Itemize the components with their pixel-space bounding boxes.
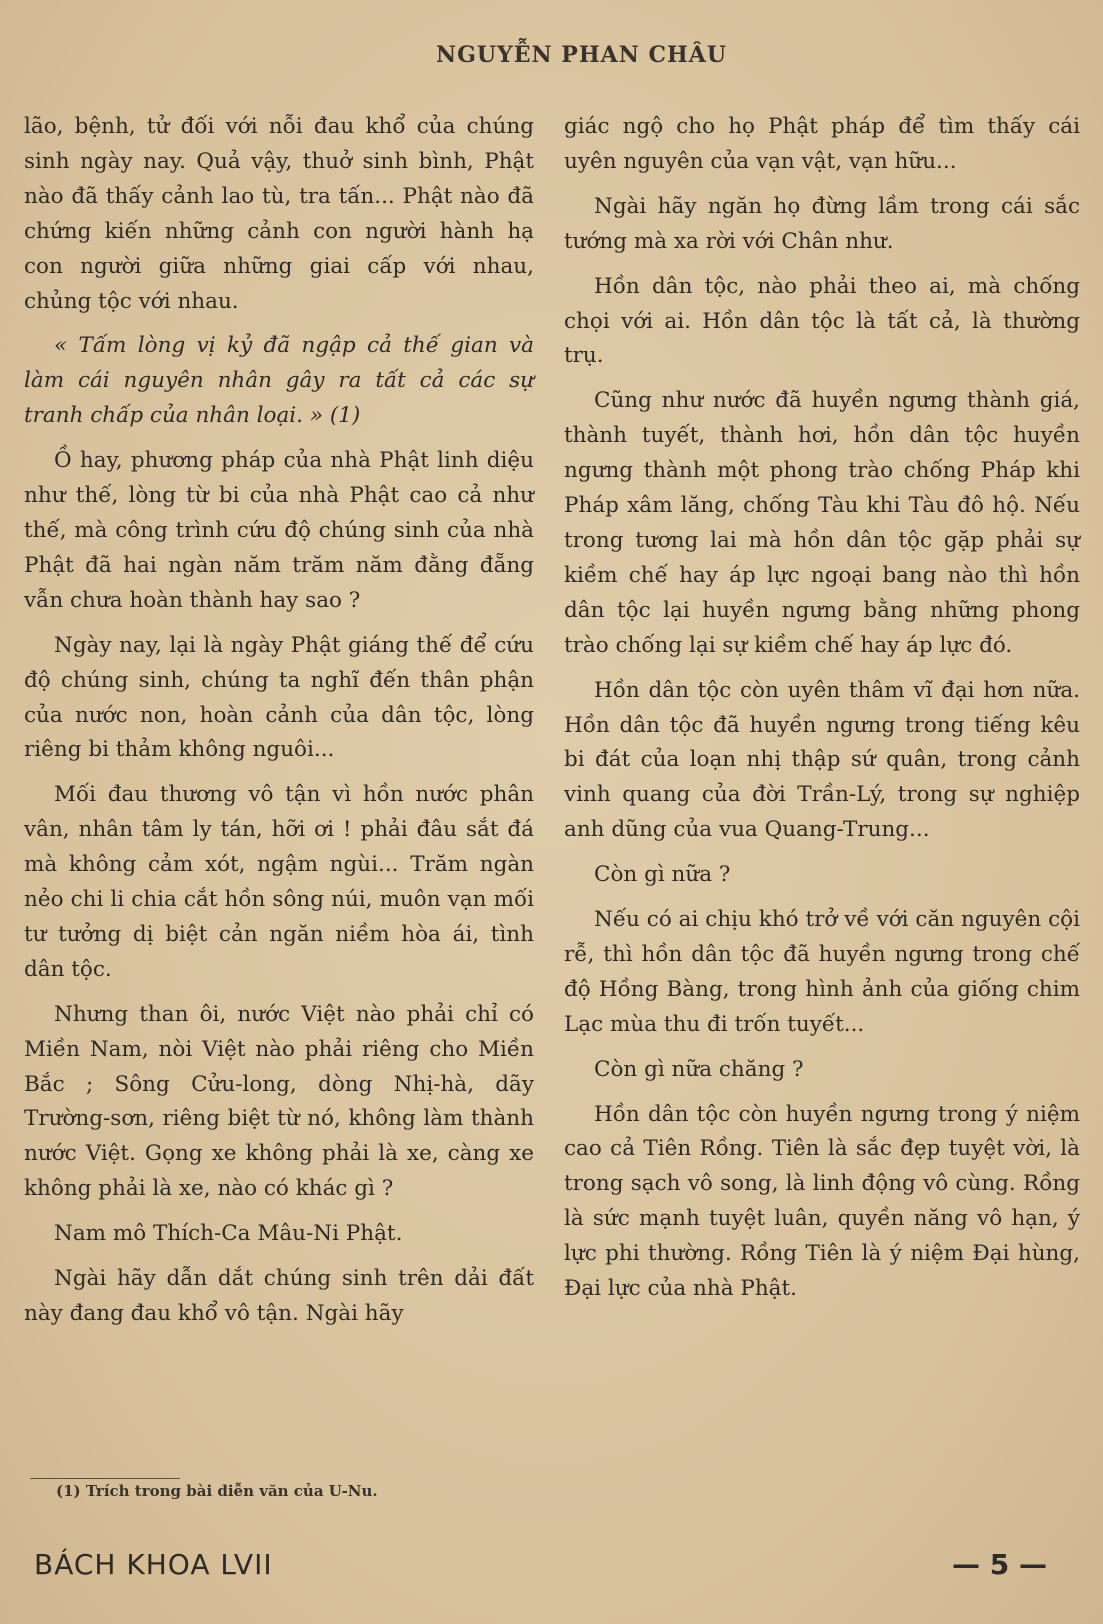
paragraph: Cũng như nước đã huyền ngưng thành giá, thành tuyết, thành hơi, hồn dân tộc huyền ngưng thành một phong trào chống Pháp khi Pháp xâm lăng, chống Tàu khi Tàu đô hộ. Nếu trong tương lai mà hồn dân tộc gặp phải sự kiềm chế hay áp lực ngoại bang nào thì hồn dân tộc lại huyền ngưng bằng những phong trào chống lại sự kiềm chế hay áp lực đó.: [564, 388, 1080, 658]
paragraph: Nam mô Thích-Ca Mâu-Ni Phật.: [54, 1221, 403, 1247]
paragraph: Còn gì nữa ?: [594, 862, 731, 888]
page-number: — 5 —: [952, 1548, 1047, 1581]
footnote-divider: [30, 1478, 180, 1479]
paragraph: Ngài hãy dẫn dắt chúng sinh trên dải đất này đang đau khổ vô tận. Ngài hãy: [24, 1266, 534, 1326]
running-header-author: NGUYỄN PHAN CHÂU: [435, 42, 728, 68]
paragraph: Nếu có ai chịu khó trở về với căn nguyên cội rễ, thì hồn dân tộc đã huyền ngưng trong chế độ Hồng Bàng, trong hình ảnh của giống chim Lạc mùa thu đi trốn tuyết...: [564, 907, 1080, 1037]
publication-name: BÁCH KHOA LVII: [34, 1548, 273, 1581]
paragraph: Còn gì nữa chăng ?: [594, 1056, 804, 1082]
paragraph: Ngài hãy ngăn họ đừng lầm trong cái sắc tướng mà xa rời với Chân như.: [564, 193, 1080, 254]
right-column: [564, 110, 1080, 1317]
paragraph: Ồ hay, phương pháp của nhà Phật linh diệu như thế, lòng từ bi của nhà Phật cao cả như thế, mà công trình cứu độ chúng sinh của nhà Phật đã hai ngàn năm trăm năm đằng đẵng vẫn chưa hoàn thành hay sao ?: [24, 448, 534, 613]
paragraph: lão, bệnh, tử đối với nỗi đau khổ của chúng sinh ngày nay. Quả vậy, thuở sinh bình, Phật nào đã thấy cảnh lao tù, tra tấn... Phật nào đã chứng kiến những cảnh con người hành hạ con người giữa những giai cấp với nhau, chủng tộc với nhau.: [24, 114, 534, 314]
footnote: (1) Trích trong bài diễn văn của U-Nu.: [56, 1482, 378, 1500]
paragraph: Hồn dân tộc, nào phải theo ai, mà chống chọi với ai. Hồn dân tộc là tất cả, là thường trụ.: [564, 273, 1080, 369]
paragraph: Hồn dân tộc còn huyền ngưng trong ý niệm cao cả Tiên Rồng. Tiên là sắc đẹp tuyệt vời, là trong sạch vô song, là linh động vô cùng. Rồng là sức mạnh tuyệt luân, quyền năng vô hạn, ý lực phi thường. Rồng Tiên là ý niệm Đại hùng, Đại lực của nhà Phật.: [564, 1101, 1080, 1302]
paragraph: Ngày nay, lại là ngày Phật giáng thế để cứu độ chúng sinh, chúng ta nghĩ đến thân phận của nước non, hoàn cảnh của dân tộc, lòng riêng bi thảm không nguôi...: [24, 632, 534, 763]
quoted-paragraph: « Tấm lòng vị kỷ đã ngập cả thế gian và làm cái nguyên nhân gây ra tất cả các sự tranh chấp của nhân loại. » (1): [24, 333, 534, 429]
paragraph: Mối đau thương vô tận vì hồn nước phân vân, nhân tâm ly tán, hỡi ơi ! phải đâu sắt đá mà không cảm xót, ngậm ngùi... Trăm ngàn nẻo chi li chia cắt hồn sông núi, muôn vạn mối tư tưởng dị biệt cản ngăn niềm hòa ái, tình dân tộc.: [24, 782, 534, 982]
paragraph: giác ngộ cho họ Phật pháp để tìm thấy cái uyên nguyên của vạn vật, vạn hữu...: [564, 114, 1080, 174]
paragraph: Nhưng than ôi, nước Việt nào phải chỉ có Miền Nam, nòi Việt nào phải riêng cho Miền Bắc ; Sông Cửu-long, dòng Nhị-hà, dãy Trường-sơn, riêng biệt từ nó, không làm thành nước Việt. Gọng xe không phải là xe, càng xe không phải là xe, nào có khác gì ?: [24, 1001, 534, 1202]
paragraph: Hồn dân tộc còn uyên thâm vĩ đại hơn nữa. Hồn dân tộc đã huyền ngưng trong tiếng kêu bi đát của loạn nhị thập sứ quân, trong cảnh vinh quang của đời Trần-Lý, trong sự nghiệp anh dũng của vua Quang-Trung...: [564, 677, 1080, 843]
left-column: [24, 110, 534, 1342]
